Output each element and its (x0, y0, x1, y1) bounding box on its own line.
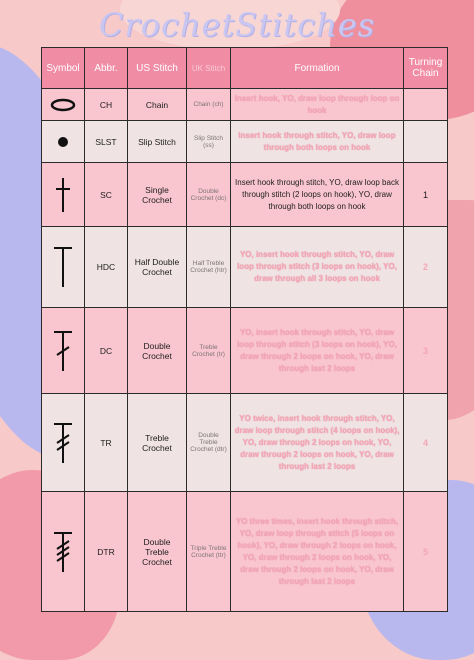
uk-stitch-cell: Slip Stitch (ss) (187, 121, 231, 163)
half-double-crochet-icon (52, 245, 74, 289)
turning-chain-cell: 3 (404, 308, 448, 394)
us-stitch-cell: Treble Crochet (128, 394, 187, 492)
turning-chain-cell: 4 (404, 394, 448, 492)
abbr-cell: SC (85, 163, 128, 227)
uk-stitch-cell: Triple Treble Crochet (ttr) (187, 492, 231, 612)
formation-cell: Insert hook through stitch, YO, draw loop back through stitch (2 loops on hook), YO, draw through both loops on hook (231, 163, 404, 227)
header-formation: Formation (231, 48, 404, 89)
uk-stitch-cell: Treble Crochet (tr) (187, 308, 231, 394)
us-stitch-cell: Half Double Crochet (128, 227, 187, 308)
abbr-cell: HDC (85, 227, 128, 308)
double-treble-crochet-icon (52, 530, 74, 574)
header-turning-chain: Turning Chain (404, 48, 448, 89)
turning-chain-cell (404, 121, 448, 163)
uk-stitch-cell: Half Treble Crochet (htr) (187, 227, 231, 308)
turning-chain-cell: 1 (404, 163, 448, 227)
symbol-cell (42, 121, 85, 163)
us-stitch-cell: Double Treble Crochet (128, 492, 187, 612)
table-row (42, 227, 448, 308)
symbol-cell (42, 163, 85, 227)
us-stitch-cell: Chain (128, 89, 187, 121)
abbr-cell: DC (85, 308, 128, 394)
us-stitch-cell: Double Crochet (128, 308, 187, 394)
slip-stitch-dot-icon (56, 135, 70, 149)
table-row (42, 492, 448, 612)
formation-cell: YO, insert hook through stitch, YO, draw loop through stitch (3 loops on hook), YO, draw through all 3 loops on hook (231, 227, 404, 308)
uk-stitch-cell: Double Treble Crochet (dtr) (187, 394, 231, 492)
formation-cell: YO, insert hook through stitch, YO, draw loop through stitch (3 loops on hook), YO, draw through 2 loops on hook, YO, draw through last 2 loops (231, 308, 404, 394)
header-symbol: Symbol (42, 48, 85, 89)
single-crochet-cross-icon (53, 176, 73, 214)
abbr-cell: DTR (85, 492, 128, 612)
symbol-cell (42, 394, 85, 492)
formation-cell: Insert hook through stitch, YO, draw loop through both loops on hook (231, 121, 404, 163)
symbol-cell (42, 89, 85, 121)
us-stitch-cell: Single Crochet (128, 163, 187, 227)
symbol-cell (42, 227, 85, 308)
uk-stitch-cell: Double Crochet (dc) (187, 163, 231, 227)
double-crochet-icon (52, 329, 74, 373)
stitch-table-container (41, 47, 447, 611)
formation-cell: YO three times, insert hook through stitch, YO, draw loop through stitch (5 loops on hook), YO, draw through 2 loops on hook, YO, draw through 2 loops on hook, YO, draw through 2 loops on hook, YO, draw through last 2 loops (231, 492, 404, 612)
turning-chain-cell: 2 (404, 227, 448, 308)
table-row (42, 163, 448, 227)
uk-stitch-cell: Chain (ch) (187, 89, 231, 121)
table-row (42, 89, 448, 121)
abbr-cell: SLST (85, 121, 128, 163)
formation-cell: YO twice, insert hook through stitch, YO, draw loop through stitch (4 loops on hook), YO, draw through 2 loops on hook, YO, draw through 2 loops on hook, YO, draw through last 2 loops (231, 394, 404, 492)
turning-chain-cell: 5 (404, 492, 448, 612)
abbr-cell: TR (85, 394, 128, 492)
header-uk-stitch: UK Stitch (187, 48, 231, 89)
us-stitch-cell: Slip Stitch (128, 121, 187, 163)
abbr-cell: CH (85, 89, 128, 121)
table-row (42, 308, 448, 394)
table-row (42, 394, 448, 492)
header-us-stitch: US Stitch (128, 48, 187, 89)
page-title: CrochetStitches (98, 6, 376, 44)
stitch-table (41, 47, 448, 612)
table-row (42, 121, 448, 163)
turning-chain-cell (404, 89, 448, 121)
symbol-cell (42, 492, 85, 612)
symbol-cell (42, 308, 85, 394)
header-row (42, 48, 448, 89)
chain-oval-icon (50, 98, 76, 112)
header-abbr: Abbr. (85, 48, 128, 89)
treble-crochet-icon (52, 421, 74, 465)
formation-cell: Insert hook, YO, draw loop through loop on hook (231, 89, 404, 121)
